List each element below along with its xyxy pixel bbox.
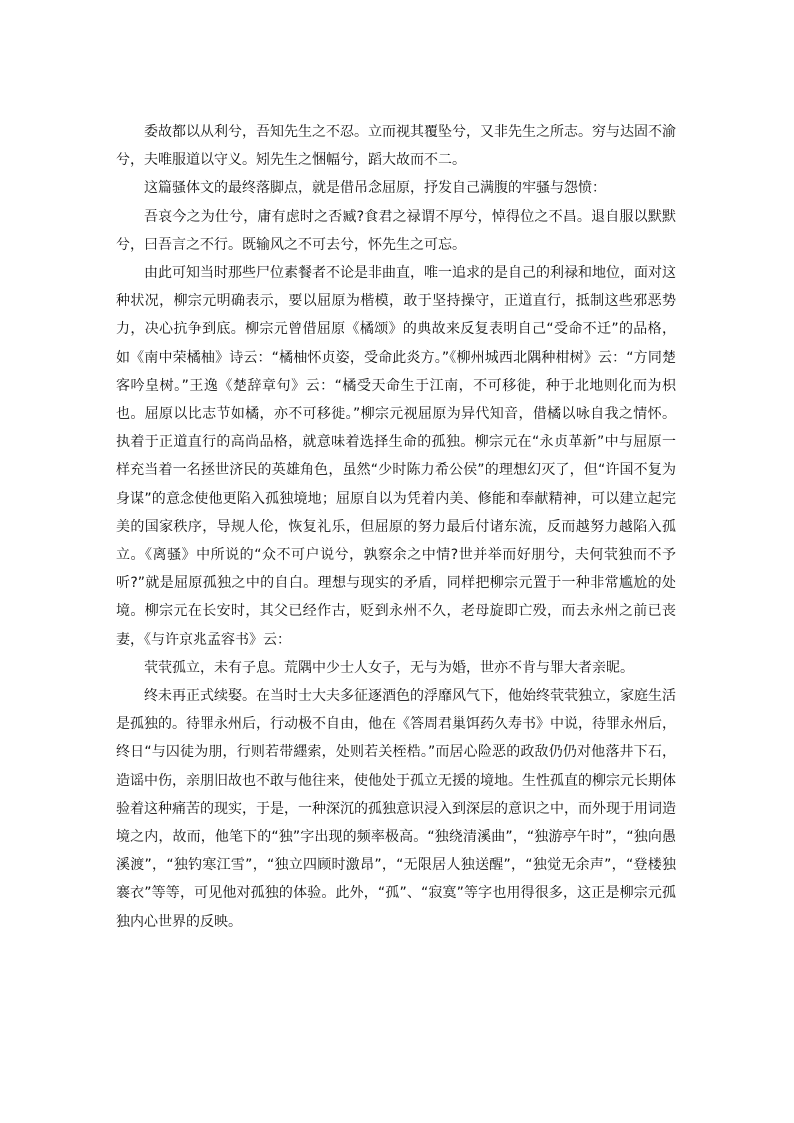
paragraph-2: 这篇骚体文的最终落脚点，就是借吊念屈原，抒发自己满腹的牢骚与怨愤： [144,180,606,197]
paragraph-5-quote: 茕茕孤立，未有子息。荒隅中少士人女子，无与为婚，世亦不肯与罪大者亲昵。 [144,659,634,676]
document-body [116,118,676,936]
paragraph-6: 终未再正式续娶。在当时士大夫多征逐酒色的浮靡风气下，他始终茕茕独立，家庭生活是孤独的。待罪永州后，行动极不自由，他在《答周君巢饵药久寿书》中说，待罪永州后，终日“与囚徒为朋，行则若带纆索，处则若关桎梏。”而居心险恶的政敌仍仍对他落井下石，造谣中伤，亲朋旧故也不敢与他往来，使他处于孤立无援的境地。生性孤直的柳宗元长期体验着这种痛苦的现实，于是，一种深沉的孤独意识浸入到深层的意识之中，而外现于用词造境之内，故而，他笔下的“独”字出现的频率极高。“独绕清溪曲”，“独游亭午时”，“独向愚溪渡”，“独钓寒江雪”，“独立四顾时激昂”，“无限居人独送醒”，“独觉无余声”，“登楼独褰衣”等等，可见他对孤独的体验。此外，“孤”、“寂寞”等字也用得很多，这正是柳宗元孤独内心世界的反映。 [116,688,676,930]
paragraph-4: 由此可知当时那些尸位素餐者不论是非曲直，唯一追求的是自己的利禄和地位，面对这种状况，柳宗元明确表示，要以屈原为楷模，敢于坚持操守，正道直行，抵制这些邪恶势力，决心抗争到底。柳宗元曾借屈原《橘颂》的典故来反复表明自己“受命不迁”的品格，如《南中荣橘柚》诗云：“橘柚怀贞姿，受命此炎方。”《柳州城西北隅种柑树》云：“方同楚客吟皇树。”王逸《楚辞章句》云：“橘受天命生于江南，不可移徙，种于北地则化而为枳也。屈原以比志节如橘，亦不可移徙。”柳宗元视屈原为异代知音，借橘以咏自我之情怀。执着于正道直行的高尚品格，就意味着选择生命的孤独。柳宗元在“永贞革新”中与屈原一样充当着一名拯世济民的英雄角色，虽然“少时陈力希公侯”的理想幻灭了，但“许国不复为身谋”的意念使他更陷入孤独境地；屈原自以为凭着内美、修能和奉献精神，可以建立起完美的国家秩序，导规人伦，恢复礼乐，但屈原的努力最后付诸东流，反而越努力越陷入孤立。《离骚》中所说的“众不可户说兮，孰察余之中情?世并举而好朋兮，夫何茕独而不予听?”就是屈原孤独之中的自白。理想与现实的矛盾，同样把柳宗元置于一种非常尴尬的处境。柳宗元在长安时，其父已经作古，贬到永州不久，老母旋即亡殁，而去永州之前已丧妻，《与许京兆孟容书》云： [116,265,676,648]
paragraph-3-quote: 吾哀今之为仕兮，庸有虑时之否臧?食君之禄谓不厚兮，悼得位之不昌。退自服以默默兮，曰吾言之不行。既输风之不可去兮，怀先生之可忘。 [116,208,676,253]
paragraph-1: 委故都以从利兮，吾知先生之不忍。立而视其覆坠兮，又非先生之所志。穷与达固不渝兮，夫唯服道以守义。矧先生之悃幅兮，蹈大故而不二。 [116,124,676,169]
